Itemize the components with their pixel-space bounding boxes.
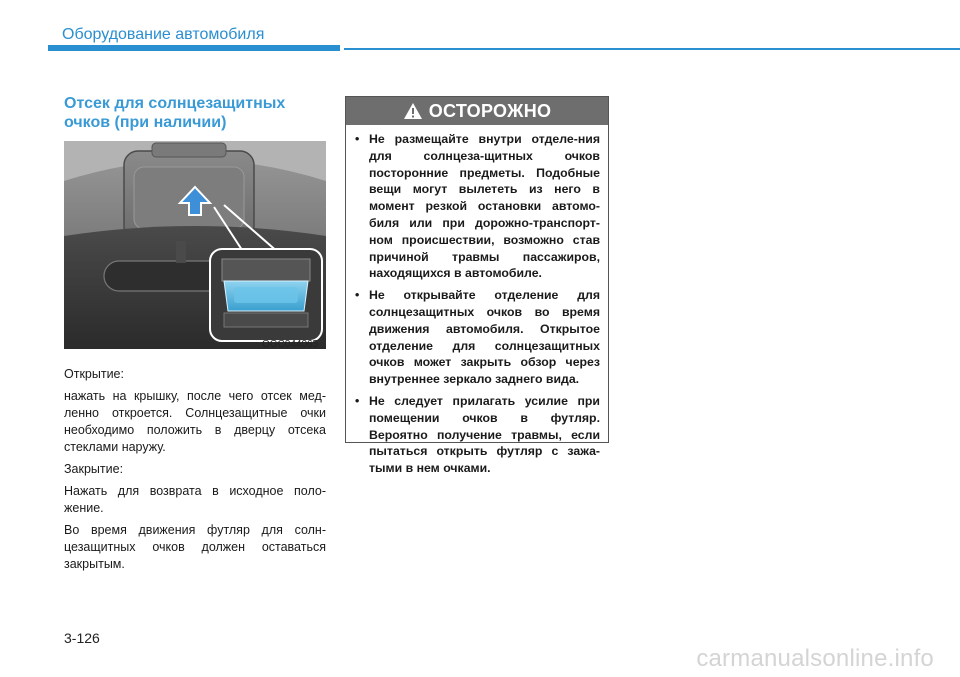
- warning-box: [345, 96, 609, 476]
- warning-list: [346, 125, 608, 477]
- warning-item: • Не открывайте отделение для солнцезащитных очков во время движения автомобиля. Открытое отделение для солнцезащитных очков может закрыть обзор через внутреннее зеркало заднего вида.: [354, 287, 600, 388]
- header-title: Оборудование автомобиля: [62, 26, 265, 43]
- warning-header: [346, 97, 608, 125]
- watermark: carmanualsonline.info: [696, 645, 934, 672]
- warning-item: • Не следует прилагать усилие при помещении очков в футляр. Вероятно получение травмы, если пытаться открыть футляр с зажа-тыми в нем очками.: [354, 393, 600, 477]
- header-rule-thin: [344, 48, 960, 50]
- warning-title: ОСТОРОЖНО: [428, 100, 552, 121]
- figure-code: OGC044065: [262, 339, 319, 350]
- warning-item: • Не размещайте внутри отделе-ния для солнцеза-щитных очков посторонние предметы. Подобные вещи могут вылететь из него в момент резкой остановки автомо-биля или при дорожно-транспорт-ном происшествии, возможно став причиной травмы пассажиров, находящихся в автомобиле.: [354, 131, 600, 282]
- header-rule-thick: [48, 45, 340, 51]
- close-label: Закрытие:: [64, 462, 124, 476]
- page-number: 3-126: [64, 630, 100, 646]
- close-text: Нажать для возврата в исходное поло-жение.: [64, 484, 326, 515]
- section-title: Отсек для солнцезащитных очков (при наличии): [64, 95, 286, 131]
- warning-triangle-icon: [403, 102, 423, 120]
- sunglass-holder-illustration: [64, 141, 326, 349]
- open-label: Открытие:: [64, 367, 124, 381]
- body-text: [64, 366, 326, 578]
- driving-note: Во время движения футляр для солн-цезащитных очков должен оставаться закрытым.: [64, 523, 326, 571]
- figure-sunglass-holder: [64, 141, 326, 349]
- open-text: нажать на крышку, после чего отсек мед-ленно откроется. Солнцезащитные очки необходимо положить в дверцу отсека стеклами наружу.: [64, 389, 326, 454]
